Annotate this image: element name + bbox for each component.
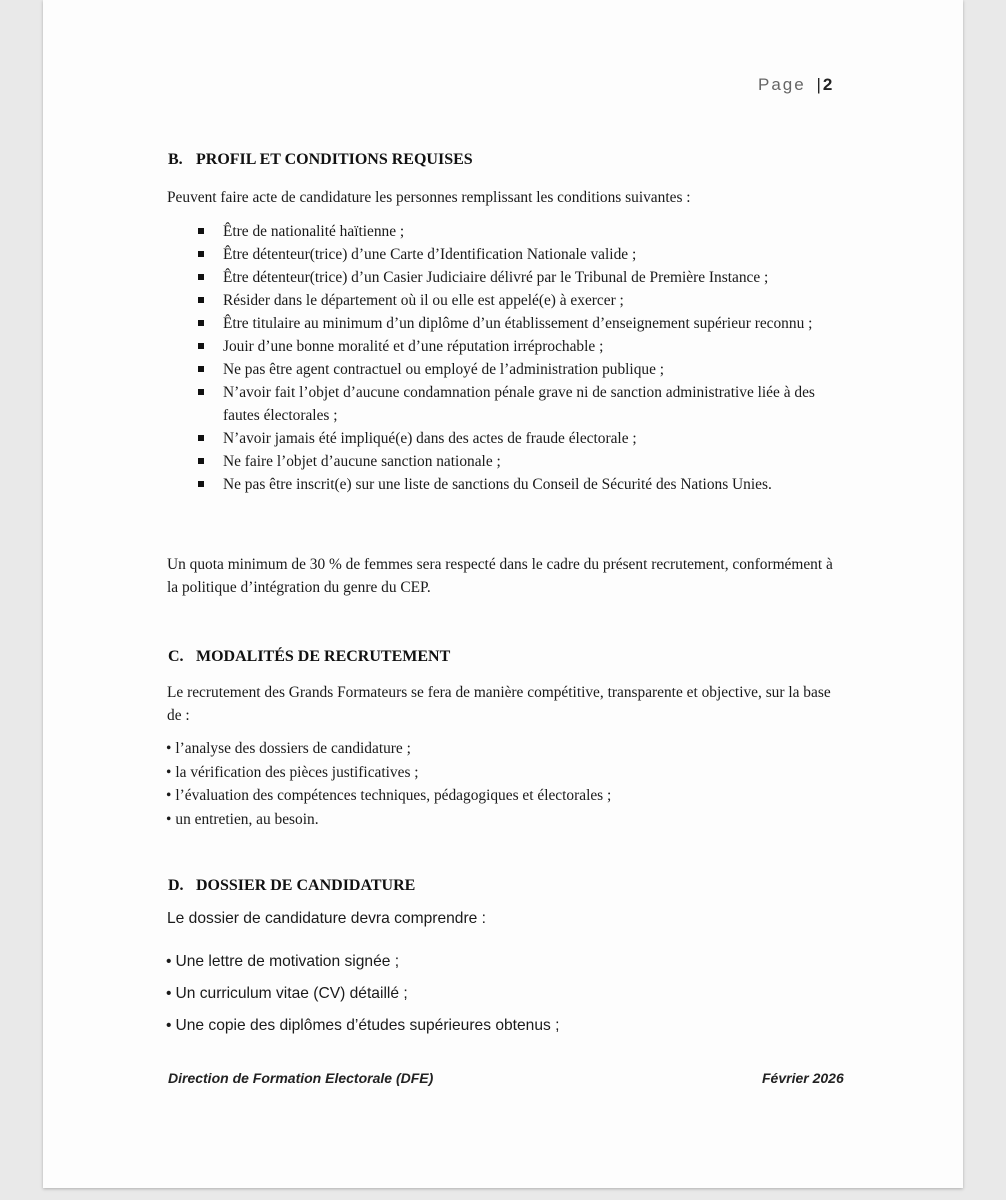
list-item: Jouir d’une bonne moralité et d’une réputation irréprochable ; bbox=[0, 335, 823, 358]
page-label: Page bbox=[758, 75, 806, 94]
bullet-icon: • bbox=[166, 953, 172, 970]
list-item: • l’évaluation des compétences techniques, pédagogiques et électorales ; bbox=[166, 787, 612, 804]
list-item: N’avoir jamais été impliqué(e) dans des actes de fraude électorale ; bbox=[0, 427, 823, 450]
bullet-icon: • bbox=[166, 810, 172, 828]
section-d-intro: Le dossier de candidature devra comprendre : bbox=[167, 910, 486, 927]
list-item: Ne faire l’objet d’aucune sanction nationale ; bbox=[0, 450, 823, 473]
list-item: • Une lettre de motivation signée ; bbox=[166, 953, 400, 970]
bullet-square-icon bbox=[198, 251, 204, 257]
bullet-square-icon bbox=[198, 320, 204, 326]
bullet-icon: • bbox=[166, 1017, 172, 1034]
list-item: Résider dans le département où il ou elle est appelé(e) à exercer ; bbox=[0, 289, 823, 312]
bullet-square-icon bbox=[198, 366, 204, 372]
section-d-title: DOSSIER DE CANDIDATURE bbox=[196, 877, 416, 894]
list-item: Ne pas être agent contractuel ou employé de l’administration publique ; bbox=[0, 358, 823, 381]
bullet-square-icon bbox=[198, 481, 204, 487]
list-item: N’avoir fait l’objet d’aucune condamnation pénale grave ni de sanction administrative liée à des fautes électorales ; bbox=[0, 381, 823, 427]
section-b-heading bbox=[168, 151, 473, 169]
section-d-heading bbox=[168, 877, 415, 895]
bullet-square-icon bbox=[198, 343, 204, 349]
list-item: Être détenteur(trice) d’une Carte d’Identification Nationale valide ; bbox=[0, 243, 823, 266]
section-b-title: PROFIL ET CONDITIONS REQUISES bbox=[196, 151, 473, 168]
list-item: Être détenteur(trice) d’un Casier Judiciaire délivré par le Tribunal de Première Instance ; bbox=[0, 266, 823, 289]
recruitment-list bbox=[166, 737, 611, 831]
list-item: • un entretien, au besoin. bbox=[166, 810, 319, 828]
page-number-value: 2 bbox=[822, 75, 833, 94]
bullet-square-icon bbox=[198, 435, 204, 441]
quota-paragraph: Un quota minimum de 30 % de femmes sera respecté dans le cadre du présent recrutement, conformément à la politique d’intégration du genre du CEP. bbox=[167, 556, 833, 596]
page-number bbox=[758, 75, 832, 95]
bullet-icon: • bbox=[166, 787, 172, 804]
section-b-letter: B. bbox=[168, 151, 183, 168]
section-c-title: MODALITÉS DE RECRUTEMENT bbox=[196, 648, 451, 665]
list-item: Être titulaire au minimum d’un diplôme d’un établissement d’enseignement supérieur reconnu ; bbox=[0, 312, 823, 335]
bullet-icon: • bbox=[166, 763, 172, 781]
bullet-square-icon bbox=[198, 389, 204, 395]
list-item: • Une copie des diplômes d’études supérieures obtenus ; bbox=[166, 1017, 560, 1034]
list-item: Être de nationalité haïtienne ; bbox=[0, 220, 823, 243]
bullet-square-icon bbox=[198, 458, 204, 464]
section-c-heading bbox=[168, 648, 450, 666]
section-b-intro: Peuvent faire acte de candidature les personnes remplissant les conditions suivantes : bbox=[167, 189, 691, 206]
bullet-square-icon bbox=[198, 274, 204, 280]
bullet-icon: • bbox=[166, 740, 172, 757]
bullet-icon: • bbox=[166, 985, 172, 1002]
footer-left: Direction de Formation Electorale (DFE) bbox=[168, 1070, 434, 1086]
bullet-square-icon bbox=[198, 297, 204, 303]
footer-right: Février 2026 bbox=[762, 1070, 844, 1086]
section-c-letter: C. bbox=[168, 648, 184, 665]
application-file-list bbox=[166, 946, 560, 1042]
list-item: • Un curriculum vitae (CV) détaillé ; bbox=[166, 985, 408, 1002]
list-item: Ne pas être inscrit(e) sur une liste de sanctions du Conseil de Sécurité des Nations Unies. bbox=[0, 473, 823, 496]
section-c-intro: Le recrutement des Grands Formateurs se fera de manière compétitive, transparente et objective, sur la base de : bbox=[167, 684, 831, 724]
list-item: • l’analyse des dossiers de candidature ; bbox=[166, 740, 411, 757]
list-item: • la vérification des pièces justificatives ; bbox=[166, 763, 419, 781]
bullet-square-icon bbox=[198, 228, 204, 234]
conditions-list bbox=[0, 220, 823, 496]
page-separator: | bbox=[816, 75, 821, 94]
section-d-letter: D. bbox=[168, 877, 184, 894]
